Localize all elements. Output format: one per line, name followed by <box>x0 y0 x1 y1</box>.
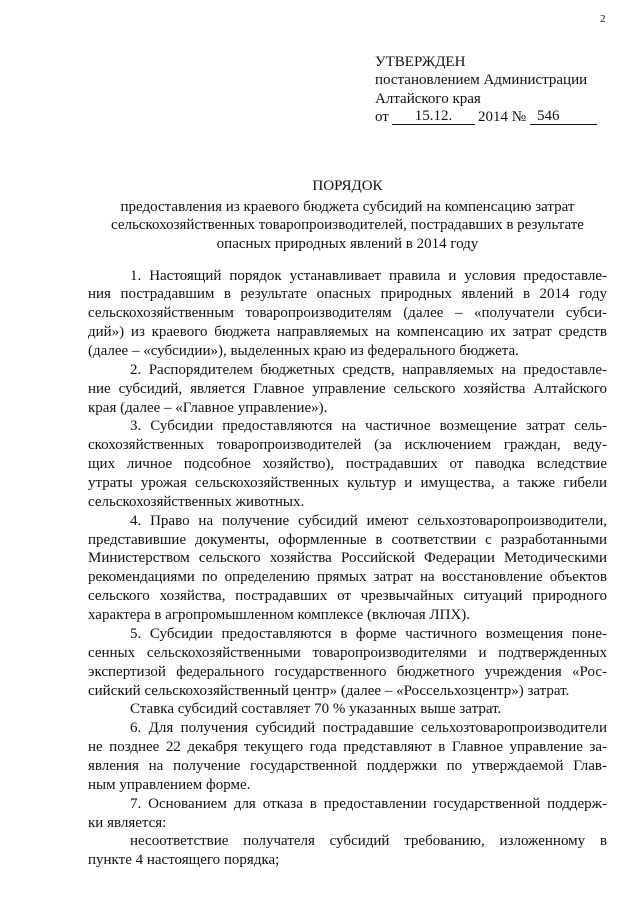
text-line: рекомендациями по определению прямых затрат на восстановление объектов <box>88 569 607 586</box>
text-line: дий») из краевого бюджета направляемых на компенсацию их затрат средств <box>88 324 607 341</box>
resolution-date: 15.12. <box>392 108 475 125</box>
approval-stamp-block <box>375 53 625 127</box>
resolution-number: 546 <box>530 108 597 125</box>
text-line: ния пострадавшим в результате опасных природных явлений в 2014 году <box>88 286 607 303</box>
subtitle-line: предоставления из краевого бюджета субсидий на компенсацию затрат <box>120 198 575 215</box>
text-line: сельского хозяйства, пострадавших от чрезвычайных ситуаций природного <box>88 588 607 605</box>
paragraph-item-4 <box>88 512 607 625</box>
text-line: сельскохозяйственным товаропроизводителям (далее – «получатели субси- <box>88 305 607 322</box>
document-subtitle <box>88 198 607 254</box>
paragraph-item-5 <box>88 625 607 700</box>
text-line: ным управлением форме. <box>88 776 251 793</box>
document-title: ПОРЯДОК <box>312 177 383 194</box>
approval-line-region: Алтайского края <box>375 90 481 107</box>
text-line: (далее – «субсидии»), выделенных краю из федерального бюджета. <box>88 343 519 360</box>
text-line: 1. Настоящий порядок устанавливает правила и условия предоставле- <box>130 267 607 284</box>
text-line: 4. Право на получение субсидий имеют сельхозтоваропроизводители, <box>130 512 607 529</box>
subtitle-line: опасных природных явлений в 2014 году <box>216 236 479 253</box>
text-line: щих личное подсобное хозяйство), пострадавших от паводка вследствие <box>88 456 607 473</box>
text-line: края (далее – «Главное управление»). <box>88 399 328 416</box>
text-line: скохозяйственных товаропроизводителей (за исключением граждан, веду- <box>88 437 607 454</box>
paragraph-item-1 <box>88 267 607 361</box>
text-line: сельскохозяйственных животных. <box>88 493 305 510</box>
paragraph-item-3 <box>88 417 607 511</box>
text-line: Министерством сельского хозяйства Российской Федерации Методическими <box>88 550 607 567</box>
text-line: несоответствие получателя субсидий требованию, изложенному в <box>130 833 607 850</box>
text-line: сенных сельскохозяйственными товаропроизводителями и подтвержденных <box>88 644 607 661</box>
text-line: 7. Основанием для отказа в предоставлении государственной поддерж- <box>130 795 607 812</box>
paragraph-item-6 <box>88 719 607 794</box>
approval-date-row <box>375 108 625 126</box>
document-body <box>88 267 607 871</box>
subtitle-line: сельскохозяйственных товаропроизводителей, пострадавших в результате <box>111 217 584 234</box>
text-line: 2. Распорядителем бюджетных средств, направляемых на предоставле- <box>130 361 607 378</box>
text-line: 3. Субсидии предоставляются на частичное возмещение затрат сель- <box>130 418 607 435</box>
date-prefix: от <box>375 109 389 126</box>
text-line: экспертизой федерального государственного бюджетного учреждения «Рос- <box>88 663 607 680</box>
text-line: 5. Субсидии предоставляются в форме частичного возмещения поне- <box>130 625 607 642</box>
text-line: пункте 4 настоящего порядка; <box>88 852 280 869</box>
paragraph-item-7 <box>88 795 607 833</box>
text-line: характера в агропромышленном комплексе (включая ЛПХ). <box>88 607 470 624</box>
paragraph-refusal-ground-1 <box>88 832 607 870</box>
text-line: сийский сельскохозяйственный центр» (далее – «Россельхозцентр») затрат. <box>88 682 570 699</box>
page-number: 2 <box>600 13 606 25</box>
text-line: ки является: <box>88 814 167 831</box>
text-line: ние субсидий, является Главное управление сельского хозяйства Алтайского <box>88 380 607 397</box>
text-line: утраты урожая сельскохозяйственных культур и имущества, а также гибели <box>88 475 607 492</box>
text-line: 6. Для получения субсидий пострадавшие сельхозтоваропроизводители <box>130 720 607 737</box>
resolution-year-label: 2014 № <box>478 109 527 126</box>
approval-title: УТВЕРЖДЕН <box>375 54 466 70</box>
text-line: представившие документы, оформленные в соответствии с разработанными <box>88 531 607 548</box>
approval-line-resolution: постановлением Администрации <box>375 72 588 89</box>
text-line: не позднее 22 декабря текущего года представляют в Главное управление за- <box>88 739 607 756</box>
paragraph-subsidy-rate <box>88 700 607 719</box>
paragraph-item-2 <box>88 361 607 418</box>
text-line: явления на получение государственной поддержки по утверждаемой Глав- <box>88 757 607 774</box>
text-line: Ставка субсидий составляет 70 % указанных выше затрат. <box>130 701 502 718</box>
